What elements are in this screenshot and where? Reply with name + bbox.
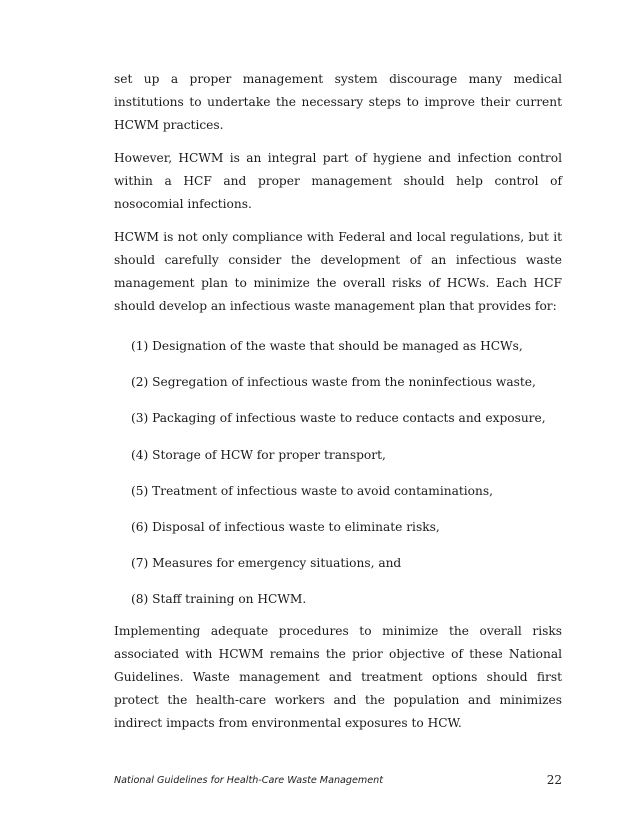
list-item: (5) Treatment of infectious waste to avoid contaminations, [131,483,493,498]
waste-plan-list [114,328,562,618]
page-body [114,68,562,745]
paragraph-3: HCWM is not only compliance with Federal and local regulations, but it should carefully consider the development of an infectious waste management plan to minimize the overall risks of HCWs. Each HCF should develop an infectious waste management plan that provides for: [114,230,562,313]
list-item: (6) Disposal of infectious waste to eliminate risks, [131,520,440,535]
list-item: (3) Packaging of infectious waste to reduce contacts and exposure, [131,411,546,426]
page-number: 22 [546,773,562,787]
page-footer [114,772,562,792]
list-item: (7) Measures for emergency situations, and [131,556,402,571]
list-item: (2) Segregation of infectious waste from the noninfectious waste, [131,375,536,390]
list-item: (4) Storage of HCW for proper transport, [131,447,386,462]
list-item: (1) Designation of the waste that should be managed as HCWs, [131,339,523,353]
footer-title: National Guidelines for Health-Care Waste Management [114,775,383,786]
paragraph-2: However, HCWM is an integral part of hygiene and infection control within a HCF and proper management should help control of nosocomial infections. [114,151,562,211]
paragraph-1: set up a proper management system discourage many medical institutions to undertake the necessary steps to improve their current HCWM practices. [114,72,562,132]
closing-paragraph: Implementing adequate procedures to minimize the overall risks associated with HCWM remains the prior objective of these National Guidelines. Waste management and treatment options should first protect the health-care workers and the population and minimizes indirect impacts from environmental exposures to HCW. [114,623,562,730]
list-item: (8) Staff training on HCWM. [131,592,307,607]
